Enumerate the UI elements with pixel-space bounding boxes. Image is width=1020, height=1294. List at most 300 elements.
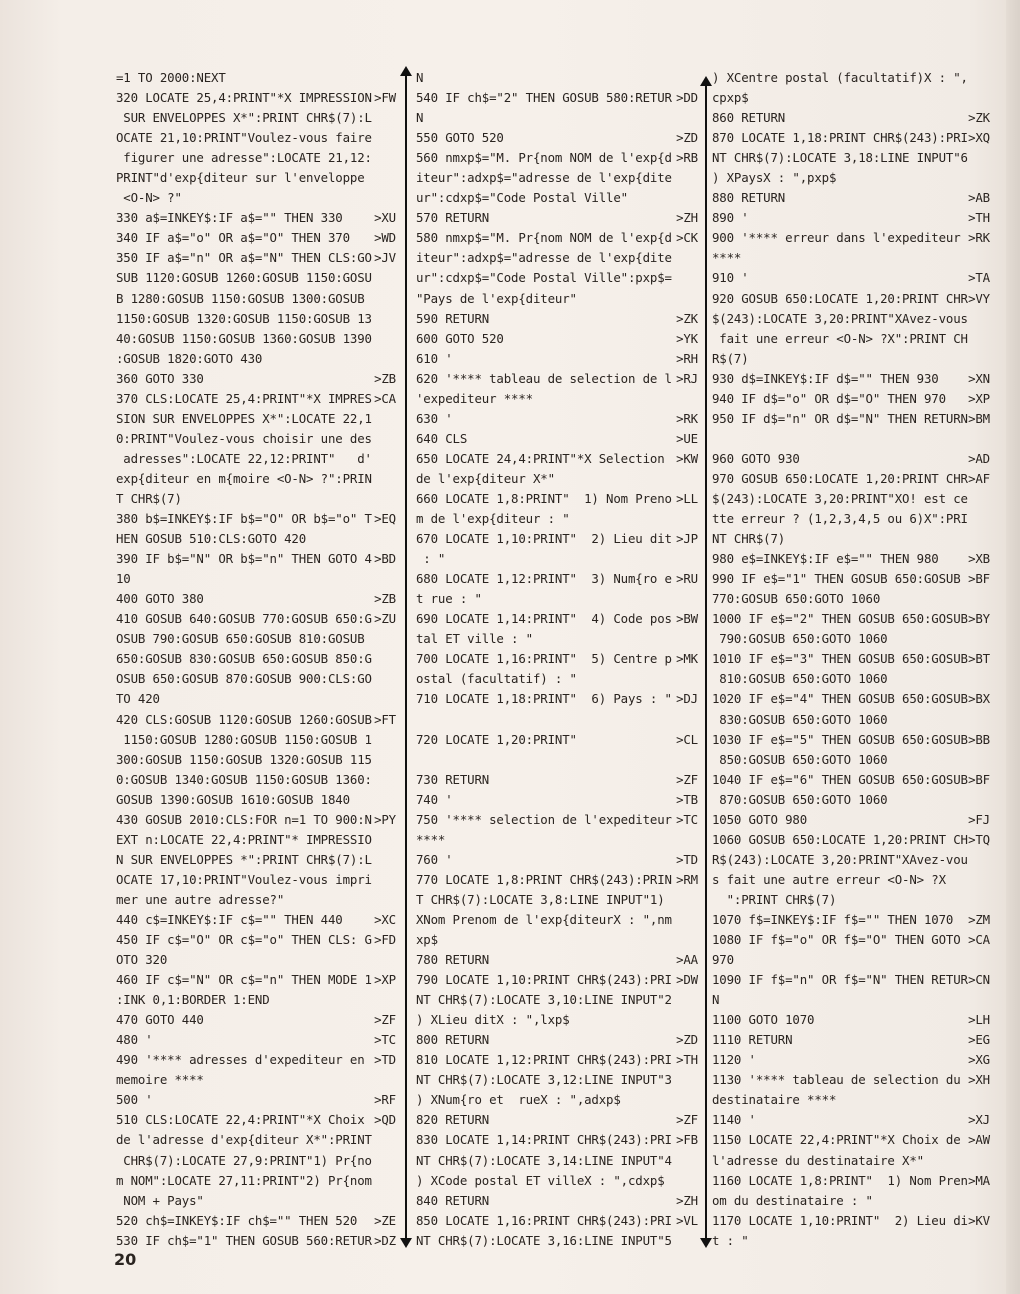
code-text: 1120 ' xyxy=(712,1052,756,1068)
code-line xyxy=(116,770,396,790)
checksum: >DW xyxy=(676,972,698,988)
code-text: EXT n:LOCATE 22,4:PRINT"* IMPRESSIO xyxy=(116,831,372,847)
arrow-up-icon xyxy=(700,76,712,86)
code-line xyxy=(116,349,396,369)
code-line xyxy=(416,128,698,148)
checksum: >XN xyxy=(968,370,990,386)
code-text: 300:GOSUB 1150:GOSUB 1320:GOSUB 115 xyxy=(116,751,372,767)
checksum: >AA xyxy=(676,952,698,968)
code-text: 1080 IF f$="o" OR f$="O" THEN GOTO xyxy=(712,932,961,948)
code-text: NT CHR$(7):LOCATE 3,12:LINE INPUT"3 xyxy=(416,1072,672,1088)
code-line xyxy=(416,228,698,248)
code-text: 400 GOTO 380 xyxy=(116,591,204,607)
code-text: $(243):LOCATE 3,20:PRINT"XO! est ce xyxy=(712,490,968,506)
code-line xyxy=(416,529,698,549)
code-line xyxy=(116,148,396,168)
code-line xyxy=(712,509,990,529)
code-line xyxy=(712,1110,990,1130)
code-line xyxy=(712,1070,990,1090)
code-text: =1 TO 2000:NEXT xyxy=(116,70,226,85)
code-line xyxy=(116,309,396,329)
code-line xyxy=(712,309,990,329)
code-text: 550 GOTO 520 xyxy=(416,130,504,146)
code-text: 1170 LOCATE 1,10:PRINT" 2) Lieu di xyxy=(712,1212,968,1228)
checksum: >ZF xyxy=(374,1012,396,1028)
code-text: 'expediteur **** xyxy=(416,390,533,406)
code-line xyxy=(712,1211,990,1231)
code-text: 490 '**** adresses d'expediteur en xyxy=(116,1052,365,1068)
code-line xyxy=(712,409,990,429)
code-line xyxy=(116,1090,396,1110)
code-line xyxy=(416,1171,698,1191)
code-line xyxy=(416,248,698,268)
code-text: 940 IF d$="o" OR d$="O" THEN 970 xyxy=(712,390,946,406)
checksum: >CA xyxy=(374,390,396,406)
code-line xyxy=(416,689,698,709)
code-line xyxy=(116,1211,396,1231)
code-line xyxy=(116,1010,396,1030)
code-line xyxy=(116,1151,396,1171)
checksum: >TH xyxy=(676,1052,698,1068)
code-text: 1000 IF e$="2" THEN GOSUB 650:GOSUB xyxy=(712,611,968,627)
checksum: >LH xyxy=(968,1012,990,1028)
code-line xyxy=(712,289,990,309)
checksum: >FD xyxy=(374,932,396,948)
checksum: >MA xyxy=(968,1172,990,1188)
code-text: ) XCentre postal (facultatif)X : ", xyxy=(712,70,968,85)
code-text: figurer une adresse":LOCATE 21,12: xyxy=(116,150,372,166)
checksum: >BF xyxy=(968,571,990,587)
code-line xyxy=(712,148,990,168)
code-line xyxy=(116,228,396,248)
code-text: 320 LOCATE 25,4:PRINT"*X IMPRESSION xyxy=(116,90,372,106)
code-text: T CHR$(7) xyxy=(116,490,182,506)
code-text: :INK 0,1:BORDER 1:END xyxy=(116,992,270,1008)
code-line xyxy=(116,710,396,730)
code-line xyxy=(416,609,698,629)
code-text: 540 IF ch$="2" THEN GOSUB 580:RETUR xyxy=(416,90,672,106)
checksum: >XC xyxy=(374,911,396,927)
code-line xyxy=(116,68,396,88)
code-text: R$(7) xyxy=(712,350,749,366)
code-line xyxy=(116,108,396,128)
code-text: 1150 LOCATE 22,4:PRINT"*X Choix de xyxy=(712,1132,961,1148)
code-line xyxy=(416,669,698,689)
checksum: >JP xyxy=(676,531,698,547)
checksum: >BM xyxy=(968,410,990,426)
code-line xyxy=(416,188,698,208)
checksum: >FJ xyxy=(968,811,990,827)
code-text: OTO 320 xyxy=(116,952,168,968)
code-line xyxy=(712,870,990,890)
code-line xyxy=(712,549,990,569)
checksum: >KV xyxy=(968,1212,990,1228)
checksum: >BD xyxy=(374,551,396,567)
code-line xyxy=(416,589,698,609)
code-line xyxy=(116,369,396,389)
code-text: 1020 IF e$="4" THEN GOSUB 650:GOSUB xyxy=(712,691,968,707)
code-text: N xyxy=(416,70,424,85)
checksum: >MK xyxy=(676,651,698,667)
code-line xyxy=(712,830,990,850)
checksum: >CA xyxy=(968,932,990,948)
code-line xyxy=(712,369,990,389)
checksum: >CK xyxy=(676,230,698,246)
code-line xyxy=(416,1010,698,1030)
code-line xyxy=(712,890,990,910)
checksum: >RJ xyxy=(676,370,698,386)
code-line xyxy=(712,268,990,288)
checksum: >DD xyxy=(676,90,698,106)
code-text: 650 LOCATE 24,4:PRINT"*X Selection xyxy=(416,450,665,466)
code-text: XNom Prenom de l'exp{diteurX : ",nm xyxy=(416,911,672,927)
code-line xyxy=(712,1090,990,1110)
column-flow-arrow-1 xyxy=(398,66,414,1248)
arrow-down-icon xyxy=(400,1238,412,1248)
code-text: NT CHR$(7) xyxy=(712,531,786,547)
code-line xyxy=(116,669,396,689)
code-line xyxy=(116,790,396,810)
code-line xyxy=(116,489,396,509)
code-text: 750 '**** selection de l'expediteur xyxy=(416,811,672,827)
code-line xyxy=(712,1130,990,1150)
code-line xyxy=(416,1211,698,1231)
code-line xyxy=(416,930,698,950)
arrow-down-icon xyxy=(700,1238,712,1248)
code-line xyxy=(116,549,396,569)
code-text: NT CHR$(7):LOCATE 3,18:LINE INPUT"6 xyxy=(712,150,968,166)
code-line xyxy=(712,128,990,148)
checksum: >BX xyxy=(968,691,990,707)
code-text: 990 IF e$="1" THEN GOSUB 650:GOSUB xyxy=(712,571,961,587)
code-text: 810 LOCATE 1,12:PRINT CHR$(243):PRI xyxy=(416,1052,672,1068)
code-text: 500 ' xyxy=(116,1092,153,1108)
code-line xyxy=(416,208,698,228)
checksum: >FB xyxy=(676,1132,698,1148)
checksum: >WD xyxy=(374,230,396,246)
code-line xyxy=(116,1191,396,1211)
checksum: >ZM xyxy=(968,911,990,927)
code-line xyxy=(416,850,698,870)
checksum: >TQ xyxy=(968,831,990,847)
code-text: OSUB 650:GOSUB 870:GOSUB 900:CLS:GO xyxy=(116,671,372,687)
code-line xyxy=(712,569,990,589)
checksum: >EG xyxy=(968,1032,990,1048)
code-text: ) XPaysX : ",pxp$ xyxy=(712,170,837,186)
code-text: :GOSUB 1820:GOTO 430 xyxy=(116,350,263,366)
code-line xyxy=(116,930,396,950)
code-text: 40:GOSUB 1150:GOSUB 1360:GOSUB 1390 xyxy=(116,330,372,346)
code-text: ostal (facultatif) : " xyxy=(416,671,577,687)
code-line xyxy=(712,629,990,649)
code-line xyxy=(416,289,698,309)
code-line xyxy=(712,790,990,810)
code-line xyxy=(712,970,990,990)
code-text: OCATE 21,10:PRINT"Voulez-vous faire xyxy=(116,130,372,146)
code-line xyxy=(416,309,698,329)
page-number: 20 xyxy=(114,1250,137,1269)
checksum: >KW xyxy=(676,450,698,466)
code-text: 730 RETURN xyxy=(416,771,490,787)
code-text: mer une autre adresse?" xyxy=(116,891,285,907)
code-line xyxy=(116,1171,396,1191)
checksum: >YK xyxy=(676,330,698,346)
code-text: 870 LOCATE 1,18:PRINT CHR$(243):PRI xyxy=(712,130,968,146)
code-line xyxy=(712,649,990,669)
checksum: >BB xyxy=(968,731,990,747)
code-text: 600 GOTO 520 xyxy=(416,330,504,346)
code-text: : " xyxy=(416,551,446,567)
code-line xyxy=(712,589,990,609)
code-text: 460 IF c$="N" OR c$="n" THEN MODE 1 xyxy=(116,972,372,988)
checksum: >TC xyxy=(374,1032,396,1048)
code-line xyxy=(116,830,396,850)
code-text: 1040 IF e$="6" THEN GOSUB 650:GOSUB xyxy=(712,771,968,787)
code-text: 480 ' xyxy=(116,1032,153,1048)
code-text: 1090 IF f$="n" OR f$="N" THEN RETUR xyxy=(712,972,968,988)
checksum: >TD xyxy=(374,1052,396,1068)
code-line xyxy=(416,710,698,730)
code-line xyxy=(712,489,990,509)
code-line xyxy=(116,509,396,529)
code-line xyxy=(116,1231,396,1251)
code-text: om du destinataire : " xyxy=(712,1192,873,1208)
checksum: >DJ xyxy=(676,691,698,707)
code-text: 1100 GOTO 1070 xyxy=(712,1012,815,1028)
code-text: xp$ xyxy=(416,932,438,948)
code-text: 790 LOCATE 1,10:PRINT CHR$(243):PRI xyxy=(416,972,672,988)
checksum: >ZE xyxy=(374,1212,396,1228)
code-line xyxy=(116,248,396,268)
code-text: 720 LOCATE 1,20:PRINT" xyxy=(416,731,577,747)
code-text: 840 RETURN xyxy=(416,1192,490,1208)
code-line xyxy=(416,1030,698,1050)
code-text: 440 c$=INKEY$:IF c$="" THEN 440 xyxy=(116,911,343,927)
code-line xyxy=(116,730,396,750)
code-text: 770 LOCATE 1,8:PRINT CHR$(243):PRIN xyxy=(416,871,672,887)
code-text: 1150:GOSUB 1280:GOSUB 1150:GOSUB 1 xyxy=(116,731,372,747)
code-text: 10 xyxy=(116,571,131,587)
code-line xyxy=(116,689,396,709)
checksum: >BF xyxy=(968,771,990,787)
code-line xyxy=(416,990,698,1010)
code-text: 790:GOSUB 650:GOTO 1060 xyxy=(712,631,888,647)
code-text: 960 GOTO 930 xyxy=(712,450,800,466)
code-text: 350 IF a$="n" OR a$="N" THEN CLS:GO xyxy=(116,250,372,266)
listing-column-1 xyxy=(116,68,396,1251)
code-text: tte erreur ? (1,2,3,4,5 ou 6)X":PRI xyxy=(712,511,968,527)
code-text: 410 GOSUB 640:GOSUB 770:GOSUB 650:G xyxy=(116,611,372,627)
code-line xyxy=(712,770,990,790)
code-line xyxy=(712,529,990,549)
checksum: >AW xyxy=(968,1132,990,1148)
code-text: 0:GOSUB 1340:GOSUB 1150:GOSUB 1360: xyxy=(116,771,372,787)
code-text: 430 GOSUB 2010:CLS:FOR n=1 TO 900:N xyxy=(116,811,372,827)
code-line xyxy=(416,950,698,970)
code-text: 850 LOCATE 1,16:PRINT CHR$(243):PRI xyxy=(416,1212,672,1228)
code-line xyxy=(116,609,396,629)
code-text: 640 CLS xyxy=(416,430,468,446)
listing-column-2 xyxy=(416,68,698,1251)
checksum: >AD xyxy=(968,450,990,466)
checksum: >RF xyxy=(374,1092,396,1108)
code-line xyxy=(116,469,396,489)
code-line xyxy=(116,629,396,649)
code-line xyxy=(712,689,990,709)
code-text: 420 CLS:GOSUB 1120:GOSUB 1260:GOSUB xyxy=(116,711,372,727)
code-line xyxy=(712,609,990,629)
code-line xyxy=(116,529,396,549)
code-text: 950 IF d$="n" OR d$="N" THEN RETURN xyxy=(712,410,968,426)
code-text: 970 GOSUB 650:LOCATE 1,20:PRINT CHR xyxy=(712,470,968,486)
code-text: CHR$(7):LOCATE 27,9:PRINT"1) Pr{no xyxy=(116,1152,372,1168)
code-line xyxy=(116,329,396,349)
code-line xyxy=(416,830,698,850)
checksum: >ZB xyxy=(374,370,396,386)
code-line xyxy=(712,168,990,188)
code-line xyxy=(712,710,990,730)
code-text: <O-N> ?" xyxy=(116,190,182,206)
code-text: NT CHR$(7):LOCATE 3,10:LINE INPUT"2 xyxy=(416,992,672,1008)
code-text: 370 CLS:LOCATE 25,4:PRINT"*X IMPRES xyxy=(116,390,372,406)
checksum: >JV xyxy=(374,250,396,266)
code-text: 970 xyxy=(712,952,734,968)
checksum: >RU xyxy=(676,571,698,587)
code-line xyxy=(416,970,698,990)
checksum: >ZK xyxy=(676,310,698,326)
code-text: de l'exp{diteur X*" xyxy=(416,470,555,486)
code-line xyxy=(416,148,698,168)
code-text: ur":cdxp$="Code Postal Ville":pxp$= xyxy=(416,270,672,286)
code-text: 870:GOSUB 650:GOTO 1060 xyxy=(712,791,888,807)
checksum: >XQ xyxy=(968,130,990,146)
code-text: 740 ' xyxy=(416,791,453,807)
code-text: de l'adresse d'exp{diteur X*":PRINT xyxy=(116,1132,372,1148)
code-text: iteur":adxp$="adresse de l'exp{dite xyxy=(416,170,672,186)
code-text: 770:GOSUB 650:GOTO 1060 xyxy=(712,591,881,607)
code-text: adresses":LOCATE 22,12:PRINT" d' xyxy=(116,450,372,466)
checksum: >EQ xyxy=(374,511,396,527)
code-text: 1160 LOCATE 1,8:PRINT" 1) Nom Pren xyxy=(712,1172,968,1188)
code-text: HEN GOSUB 510:CLS:GOTO 420 xyxy=(116,531,307,547)
code-line xyxy=(712,990,990,1010)
code-text: SUB 1120:GOSUB 1260:GOSUB 1150:GOSU xyxy=(116,270,372,286)
code-line xyxy=(116,810,396,830)
checksum: >UE xyxy=(676,430,698,446)
code-text: 1060 GOSUB 650:LOCATE 1,20:PRINT CH xyxy=(712,831,968,847)
code-line xyxy=(116,1030,396,1050)
checksum: >QD xyxy=(374,1112,396,1128)
code-line xyxy=(116,850,396,870)
code-line xyxy=(116,88,396,108)
code-text: 760 ' xyxy=(416,851,453,867)
code-text: 660 LOCATE 1,8:PRINT" 1) Nom Preno xyxy=(416,490,672,506)
code-line xyxy=(416,1151,698,1171)
code-text: NT CHR$(7):LOCATE 3,16:LINE INPUT"5 xyxy=(416,1232,672,1248)
code-text: 830 LOCATE 1,14:PRINT CHR$(243):PRI xyxy=(416,1132,672,1148)
code-line xyxy=(416,409,698,429)
code-text: 860 RETURN xyxy=(712,110,786,126)
code-text: 830:GOSUB 650:GOTO 1060 xyxy=(712,711,888,727)
code-text: 1070 f$=INKEY$:IF f$="" THEN 1070 xyxy=(712,911,954,927)
code-line xyxy=(416,469,698,489)
code-text: 380 b$=INKEY$:IF b$="O" OR b$="o" T xyxy=(116,511,372,527)
code-line xyxy=(116,870,396,890)
code-line xyxy=(416,429,698,449)
code-line xyxy=(116,268,396,288)
code-text: OSUB 790:GOSUB 650:GOSUB 810:GOSUB xyxy=(116,631,365,647)
code-line xyxy=(712,669,990,689)
code-line xyxy=(416,770,698,790)
checksum: >CN xyxy=(968,972,990,988)
code-line xyxy=(116,950,396,970)
code-line xyxy=(116,389,396,409)
code-line xyxy=(416,1110,698,1130)
code-text: 620 '**** tableau de selection de l xyxy=(416,370,672,386)
code-text: 1110 RETURN xyxy=(712,1032,793,1048)
code-line xyxy=(416,870,698,890)
code-line xyxy=(416,1231,698,1251)
code-text: 850:GOSUB 650:GOTO 1060 xyxy=(712,751,888,767)
code-line xyxy=(116,1110,396,1130)
code-text: t rue : " xyxy=(416,591,482,607)
code-text: 450 IF c$="O" OR c$="o" THEN CLS: G xyxy=(116,932,372,948)
code-text: T CHR$(7):LOCATE 3,8:LINE INPUT"1) xyxy=(416,891,665,907)
arrow-up-icon xyxy=(400,66,412,76)
code-text: "Pays de l'exp{diteur" xyxy=(416,290,577,306)
page-edge xyxy=(1006,0,1020,1294)
code-line xyxy=(116,409,396,429)
code-line xyxy=(116,589,396,609)
code-text: fait une erreur <O-N> ?X":PRINT CH xyxy=(712,330,968,346)
code-line xyxy=(416,168,698,188)
code-text: 360 GOTO 330 xyxy=(116,370,204,386)
code-line xyxy=(712,68,990,88)
code-text: ) XLieu ditX : ",lxp$ xyxy=(416,1012,570,1028)
code-text: 670 LOCATE 1,10:PRINT" 2) Lieu dit xyxy=(416,531,672,547)
code-line xyxy=(712,449,990,469)
checksum: >ZD xyxy=(676,130,698,146)
code-text: 580 nmxp$="M. Pr{nom NOM de l'exp{d xyxy=(416,230,672,246)
code-line xyxy=(416,108,698,128)
code-line xyxy=(712,248,990,268)
code-line xyxy=(416,649,698,669)
code-line xyxy=(416,910,698,930)
code-line xyxy=(712,1030,990,1050)
code-text: ) XNum{ro et rueX : ",adxp$ xyxy=(416,1092,621,1108)
checksum: >XP xyxy=(374,972,396,988)
code-text: cpxp$ xyxy=(712,90,749,106)
checksum: >BT xyxy=(968,651,990,667)
code-text: **** xyxy=(416,831,446,847)
code-text: 1150:GOSUB 1320:GOSUB 1150:GOSUB 13 xyxy=(116,310,372,326)
code-line xyxy=(116,128,396,148)
checksum: >FT xyxy=(374,711,396,727)
code-text: 520 ch$=INKEY$:IF ch$="" THEN 520 xyxy=(116,1212,358,1228)
code-line xyxy=(116,208,396,228)
code-text: 880 RETURN xyxy=(712,190,786,206)
code-line xyxy=(712,730,990,750)
code-line xyxy=(712,1231,990,1251)
code-line xyxy=(712,930,990,950)
code-text: 650:GOSUB 830:GOSUB 650:GOSUB 850:G xyxy=(116,651,372,667)
code-text: N SUR ENVELOPPES *":PRINT CHR$(7):L xyxy=(116,851,372,867)
checksum: >FW xyxy=(374,90,396,106)
checksum: >ZD xyxy=(676,1032,698,1048)
code-line xyxy=(416,1191,698,1211)
checksum: >RB xyxy=(676,150,698,166)
checksum: >ZF xyxy=(676,1112,698,1128)
